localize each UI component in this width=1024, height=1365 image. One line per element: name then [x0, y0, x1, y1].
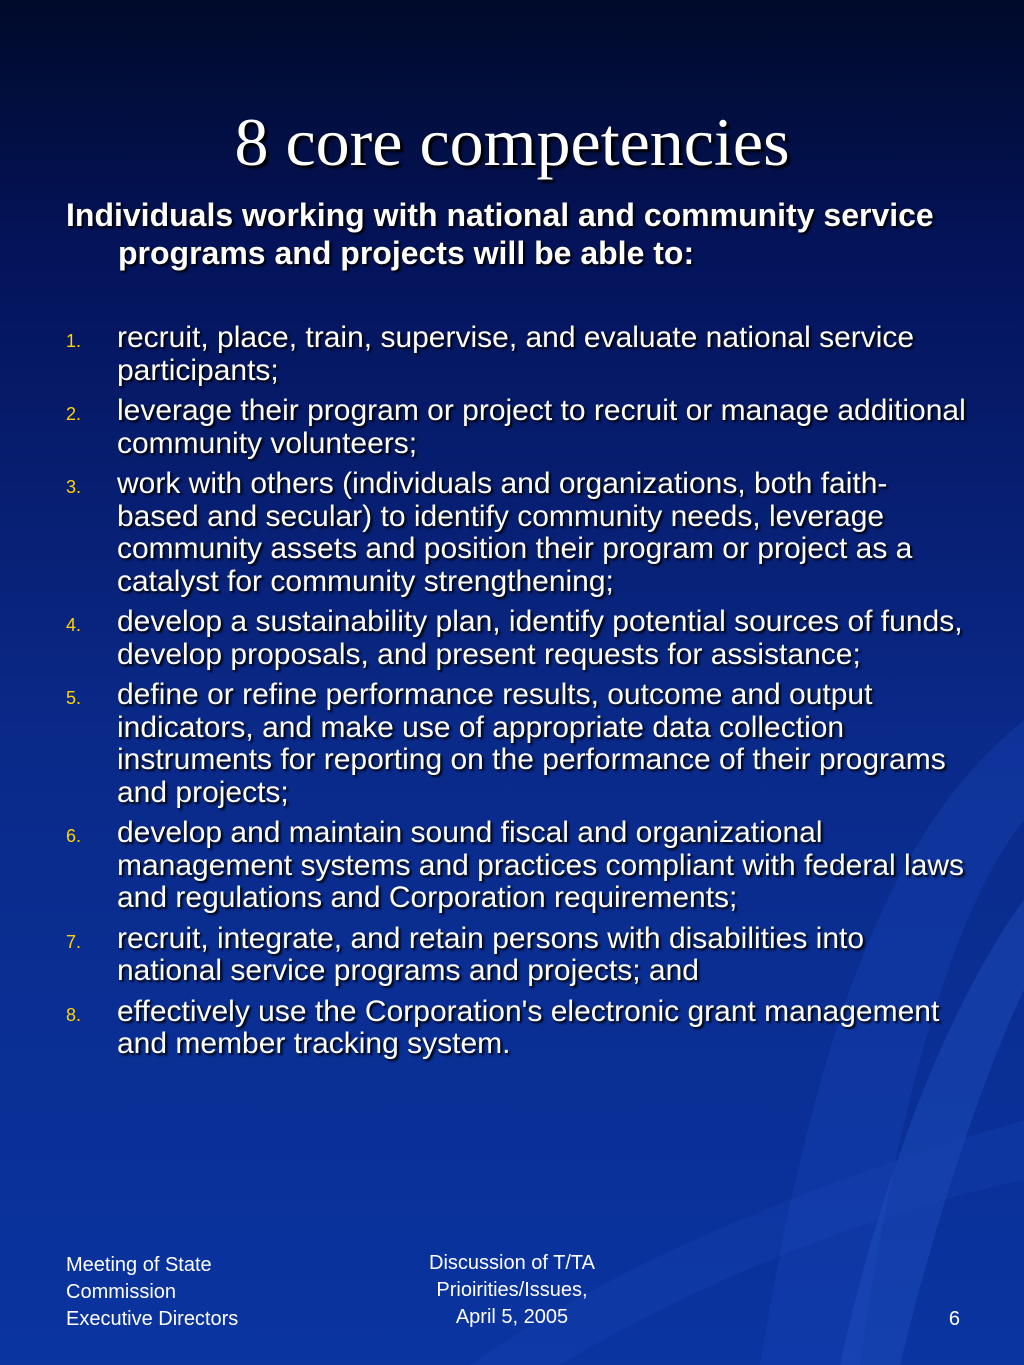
list-item: [66, 322, 966, 387]
item-text: develop a sustainability plan, identify potential sources of funds, develop proposals, and present requests for assistance;: [117, 605, 963, 671]
intro-text: Individuals working with national and community service programs and projects will be able to:: [66, 197, 934, 271]
footer-discussion-label: Discussion of T/TA Prioirities/Issues, April 5, 2005: [429, 1252, 595, 1328]
item-number: 3.: [66, 477, 82, 497]
list-item: [66, 996, 966, 1061]
item-text: define or refine performance results, outcome and output indicators, and make use of appropriate data collection instruments for reporting on the performance of their programs and projects;: [117, 678, 946, 809]
item-text: leverage their program or project to recruit or manage additional community volunteers;: [117, 394, 966, 460]
item-text: recruit, place, train, supervise, and evaluate national service participants;: [117, 321, 915, 387]
item-number: 7.: [66, 931, 82, 952]
list-item: [66, 923, 966, 988]
item-number: 8.: [66, 1004, 82, 1025]
item-number: 5.: [66, 688, 82, 708]
list-item: [66, 395, 966, 460]
item-text: recruit, integrate, and retain persons with disabilities into national service programs and projects; and: [117, 921, 865, 987]
item-text: effectively use the Corporation's electronic grant management and member tracking system.: [117, 994, 940, 1060]
competency-list: [66, 322, 966, 1069]
list-item: [66, 817, 966, 915]
list-item: [66, 468, 966, 598]
slide-number: 6: [948, 1308, 960, 1330]
slide-title: 8 core competencies: [234, 104, 790, 180]
item-number: 1.: [66, 331, 82, 351]
footer-meeting-label: Meeting of State Commission Executive Directors: [66, 1254, 239, 1330]
item-number: 2.: [66, 404, 82, 424]
list-item: [66, 679, 966, 809]
item-text: develop and maintain sound fiscal and organizational management systems and practices compliant with federal laws and regulations and Corporation requirements;: [117, 816, 965, 914]
item-number: 4.: [66, 615, 82, 635]
item-number: 6.: [66, 826, 82, 846]
item-text: work with others (individuals and organizations, both faith-based and secular) to identify community needs, leverage community assets and position their program or project as a catalyst for community strengthening;: [117, 467, 913, 598]
list-item: [66, 606, 966, 671]
